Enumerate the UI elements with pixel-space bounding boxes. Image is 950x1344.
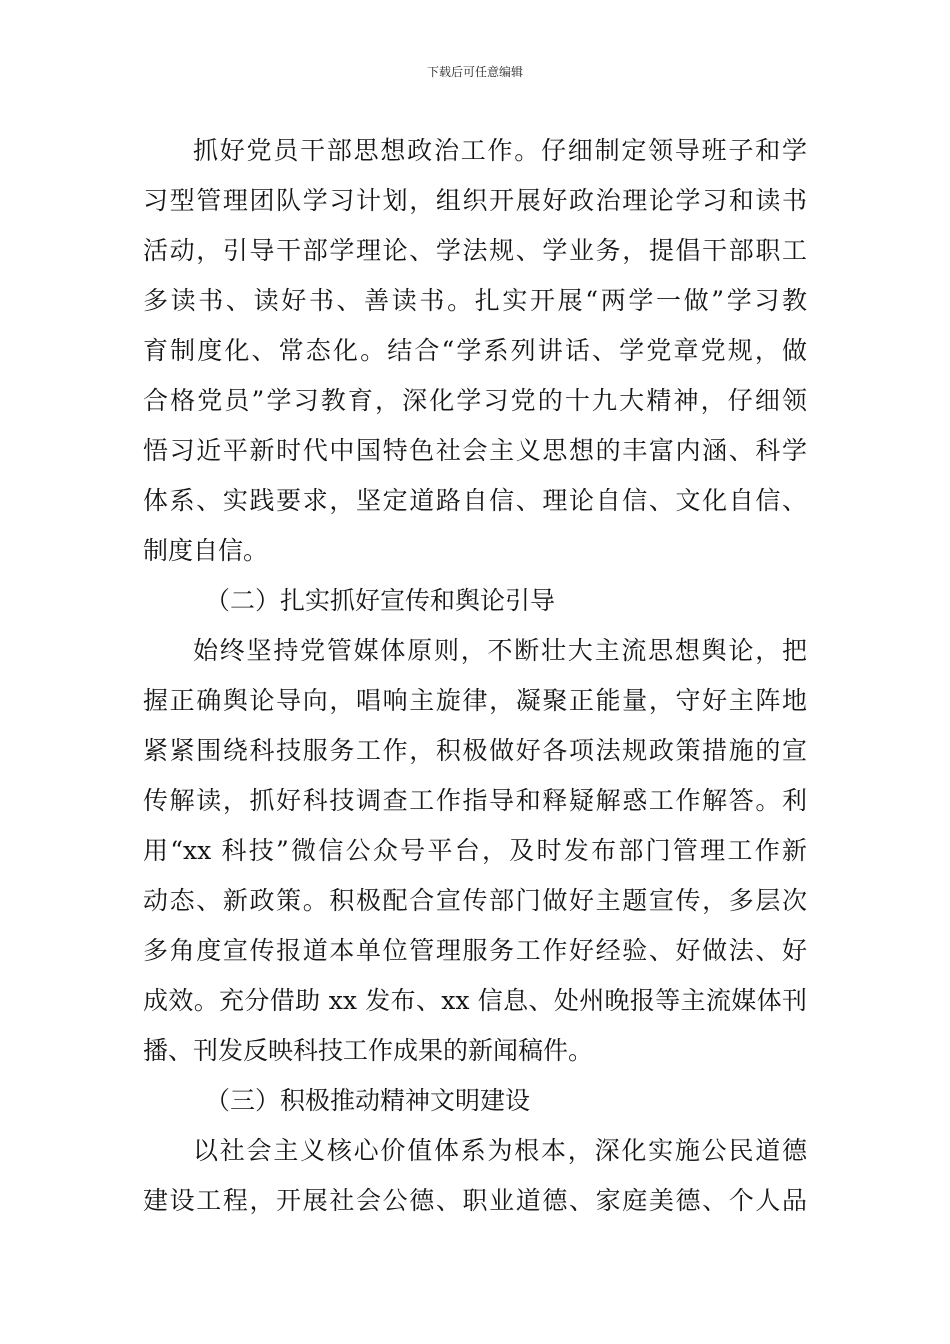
text-line: 播、刊发反映科技工作成果的新闻稿件。 (143, 1036, 594, 1065)
text-line: 合格党员”学习教育，深化学习党的十九大精神，仔细领 (143, 386, 807, 415)
section-heading: （二）扎实抓好宣传和舆论引导 (205, 586, 556, 615)
page-header: 下载后可任意编辑 (426, 65, 523, 79)
text-line: 抓好党员干部思想政治工作。仔细制定领导班子和学 (193, 136, 807, 165)
text-line: 习型管理团队学习计划，组织开展好政治理论学习和读书 (143, 186, 807, 215)
section-heading: （三）积极推动精神文明建设 (205, 1086, 531, 1115)
text-line: 多角度宣传报道本单位管理服务工作好经验、好做法、好 (143, 936, 807, 965)
text-line: 活动，引导干部学理论、学法规、学业务，提倡干部职工 (143, 236, 807, 265)
text-line: 握正确舆论导向，唱响主旋律，凝聚正能量，守好主阵地 (143, 686, 807, 715)
text-line: 传解读，抓好科技调查工作指导和释疑解惑工作解答。利 (143, 786, 807, 815)
text-line: 体系、实践要求，坚定道路自信、理论自信、文化自信、 (143, 486, 807, 515)
text-line: 悟习近平新时代中国特色社会主义思想的丰富内涵、科学 (143, 436, 807, 465)
text-line: 以社会主义核心价值体系为根本，深化实施公民道德 (193, 1136, 807, 1165)
text-line: 紧紧围绕科技服务工作，积极做好各项法规政策措施的宣 (143, 736, 807, 765)
text-line: 成效。充分借助 xx 发布、xx 信息、处州晚报等主流媒体刊 (143, 986, 807, 1015)
text-line: 多读书、读好书、善读书。扎实开展“两学一做”学习教 (143, 286, 807, 315)
text-line: 动态、新政策。积极配合宣传部门做好主题宣传，多层次 (143, 886, 807, 915)
text-line: 制度自信。 (143, 536, 269, 565)
text-line: 育制度化、常态化。结合“学系列讲话、学党章党规，做 (143, 336, 807, 365)
document-body (143, 126, 807, 1226)
text-line: 始终坚持党管媒体原则，不断壮大主流思想舆论，把 (193, 636, 807, 665)
text-line: 建设工程，开展社会公德、职业道德、家庭美德、个人品 (143, 1186, 807, 1215)
text-line: 用“xx 科技”微信公众号平台，及时发布部门管理工作新 (143, 836, 807, 865)
